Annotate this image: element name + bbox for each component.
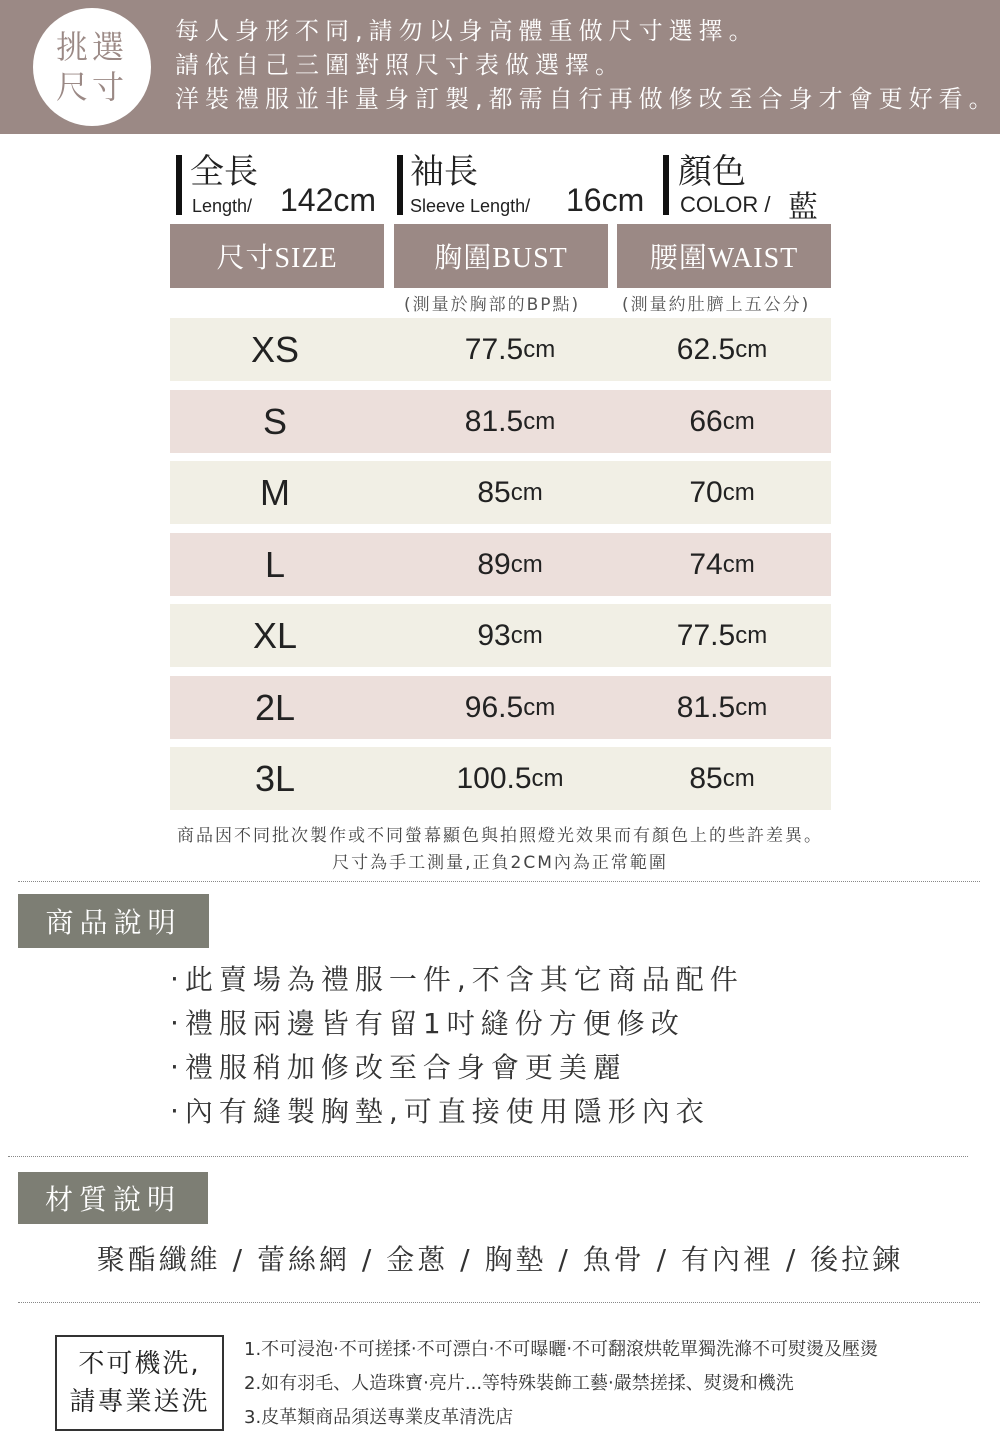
unit-label: cm [523,335,556,363]
bust-cell [406,533,614,596]
waist-value: 62.5 [676,332,736,366]
material-list: 聚酯纖維 / 蕾絲網 / 金蔥 / 胸墊 / 魚骨 / 有內裡 / 後拉鍊 [96,1243,904,1276]
size-cell: 3L [254,757,296,799]
disclaimer-line: 商品因不同批次製作或不同螢幕顯色與拍照燈光效果而有顏色上的些許差異。 [177,826,823,846]
divider [18,1302,980,1303]
spec-divider [176,155,182,215]
banner-line: 請依自己三圍對照尺寸表做選擇。 [175,51,625,79]
unit-label: cm [510,478,543,506]
waist-cell [618,390,826,453]
product-bullets [170,958,744,1134]
product-bullet: ‧此賣場為禮服一件,不含其它商品配件 [170,963,744,996]
bust-header: 胸圍BUST [394,224,608,288]
badge-line-2: 尺寸 [55,68,128,106]
product-section-title: 商品說明 [18,894,209,948]
waist-cell [618,533,826,596]
unit-label: cm [722,764,755,792]
bust-value: 96.5 [464,690,524,724]
banner-text [175,14,999,116]
sleeve-value: 16cm [566,182,645,218]
size-cell: XL [252,614,298,656]
waist-cell [618,747,826,810]
unit-label: cm [735,621,768,649]
size-cell: S [262,400,287,442]
unit-label: cm [523,407,556,435]
care-line: 1.不可浸泡‧不可搓揉‧不可漂白‧不可曝曬‧不可翻滾烘乾單獨洗滌不可熨燙及壓燙 [244,1339,879,1360]
bust-value: 81.5 [464,404,524,438]
product-bullet: ‧內有縫製胸墊,可直接使用隱形內衣 [170,1095,710,1128]
size-row [170,318,831,381]
size-cell: M [260,471,290,513]
care-instructions [244,1333,878,1435]
badge-line-1: 挑選 [55,28,128,66]
waist-note: (測量約肚臍上五公分) [622,295,811,315]
length-value: 142cm [280,182,377,218]
unit-label: cm [510,621,543,649]
care-box-line: 請專業送洗 [69,1387,210,1417]
color-value: 藍 [788,191,818,224]
bust-value: 100.5 [456,761,532,795]
unit-label: cm [531,764,564,792]
size-row [170,390,831,453]
divider [18,881,980,882]
bust-cell [406,676,614,739]
bust-cell [406,604,614,667]
bust-cell [406,747,614,810]
waist-header: 腰圍WAIST [617,224,831,288]
waist-cell [618,318,826,381]
size-guide-badge [33,8,151,126]
waist-cell [618,461,826,524]
spec-divider [397,155,403,215]
size-row [170,604,831,667]
sleeve-title: 袖長 [410,152,478,192]
bust-value: 93 [477,618,511,652]
waist-value: 77.5 [676,618,736,652]
size-row [170,676,831,739]
bust-cell [406,390,614,453]
sleeve-label: Sleeve Length/ [410,196,531,216]
product-bullet: ‧禮服稍加修改至合身會更美麗 [170,1051,627,1084]
waist-value: 81.5 [676,690,736,724]
size-row [170,747,831,810]
bust-note: (測量於胸部的BP點) [404,295,581,315]
bust-cell [406,318,614,381]
bust-value: 89 [477,547,511,581]
bust-value: 77.5 [464,332,524,366]
unit-label: cm [722,478,755,506]
size-cell: 2L [254,686,296,728]
spec-divider [663,155,669,215]
length-label: Length/ [192,196,253,216]
unit-label: cm [510,550,543,578]
waist-value: 85 [689,761,723,795]
waist-cell [618,604,826,667]
material-section-title: 材質說明 [18,1172,208,1224]
waist-value: 66 [689,404,723,438]
care-box-line: 不可機洗, [78,1349,201,1379]
bust-cell [406,461,614,524]
waist-value: 70 [689,475,723,509]
unit-label: cm [722,550,755,578]
banner-line: 每人身形不同,請勿以身高體重做尺寸選擇。 [175,17,759,45]
unit-label: cm [523,693,556,721]
color-title: 顏色 [678,152,746,192]
size-cell: L [264,543,286,585]
care-line: 3.皮革類商品須送專業皮革清洗店 [244,1407,514,1428]
divider [8,1156,968,1157]
color-label: COLOR / [680,192,771,217]
unit-label: cm [722,407,755,435]
size-cell: XS [250,328,300,370]
unit-label: cm [735,693,768,721]
waist-value: 74 [689,547,723,581]
care-line: 2.如有羽毛、人造珠寶‧亮片...等特殊裝飾工藝‧嚴禁搓揉、熨燙和機洗 [244,1373,794,1394]
banner-line: 洋裝禮服並非量身訂製,都需自行再做修改至合身才會更好看。 [175,85,999,113]
size-row [170,461,831,524]
disclaimer-line: 尺寸為手工測量,正負2CM內為正常範圍 [332,853,668,873]
product-bullet: ‧禮服兩邊皆有留1吋縫份方便修改 [170,1007,685,1040]
length-title: 全長 [190,152,258,192]
bust-value: 85 [477,475,511,509]
size-header: 尺寸SIZE [170,224,384,288]
waist-cell [618,676,826,739]
size-row [170,533,831,596]
unit-label: cm [735,335,768,363]
no-machine-wash-box [55,1335,224,1431]
